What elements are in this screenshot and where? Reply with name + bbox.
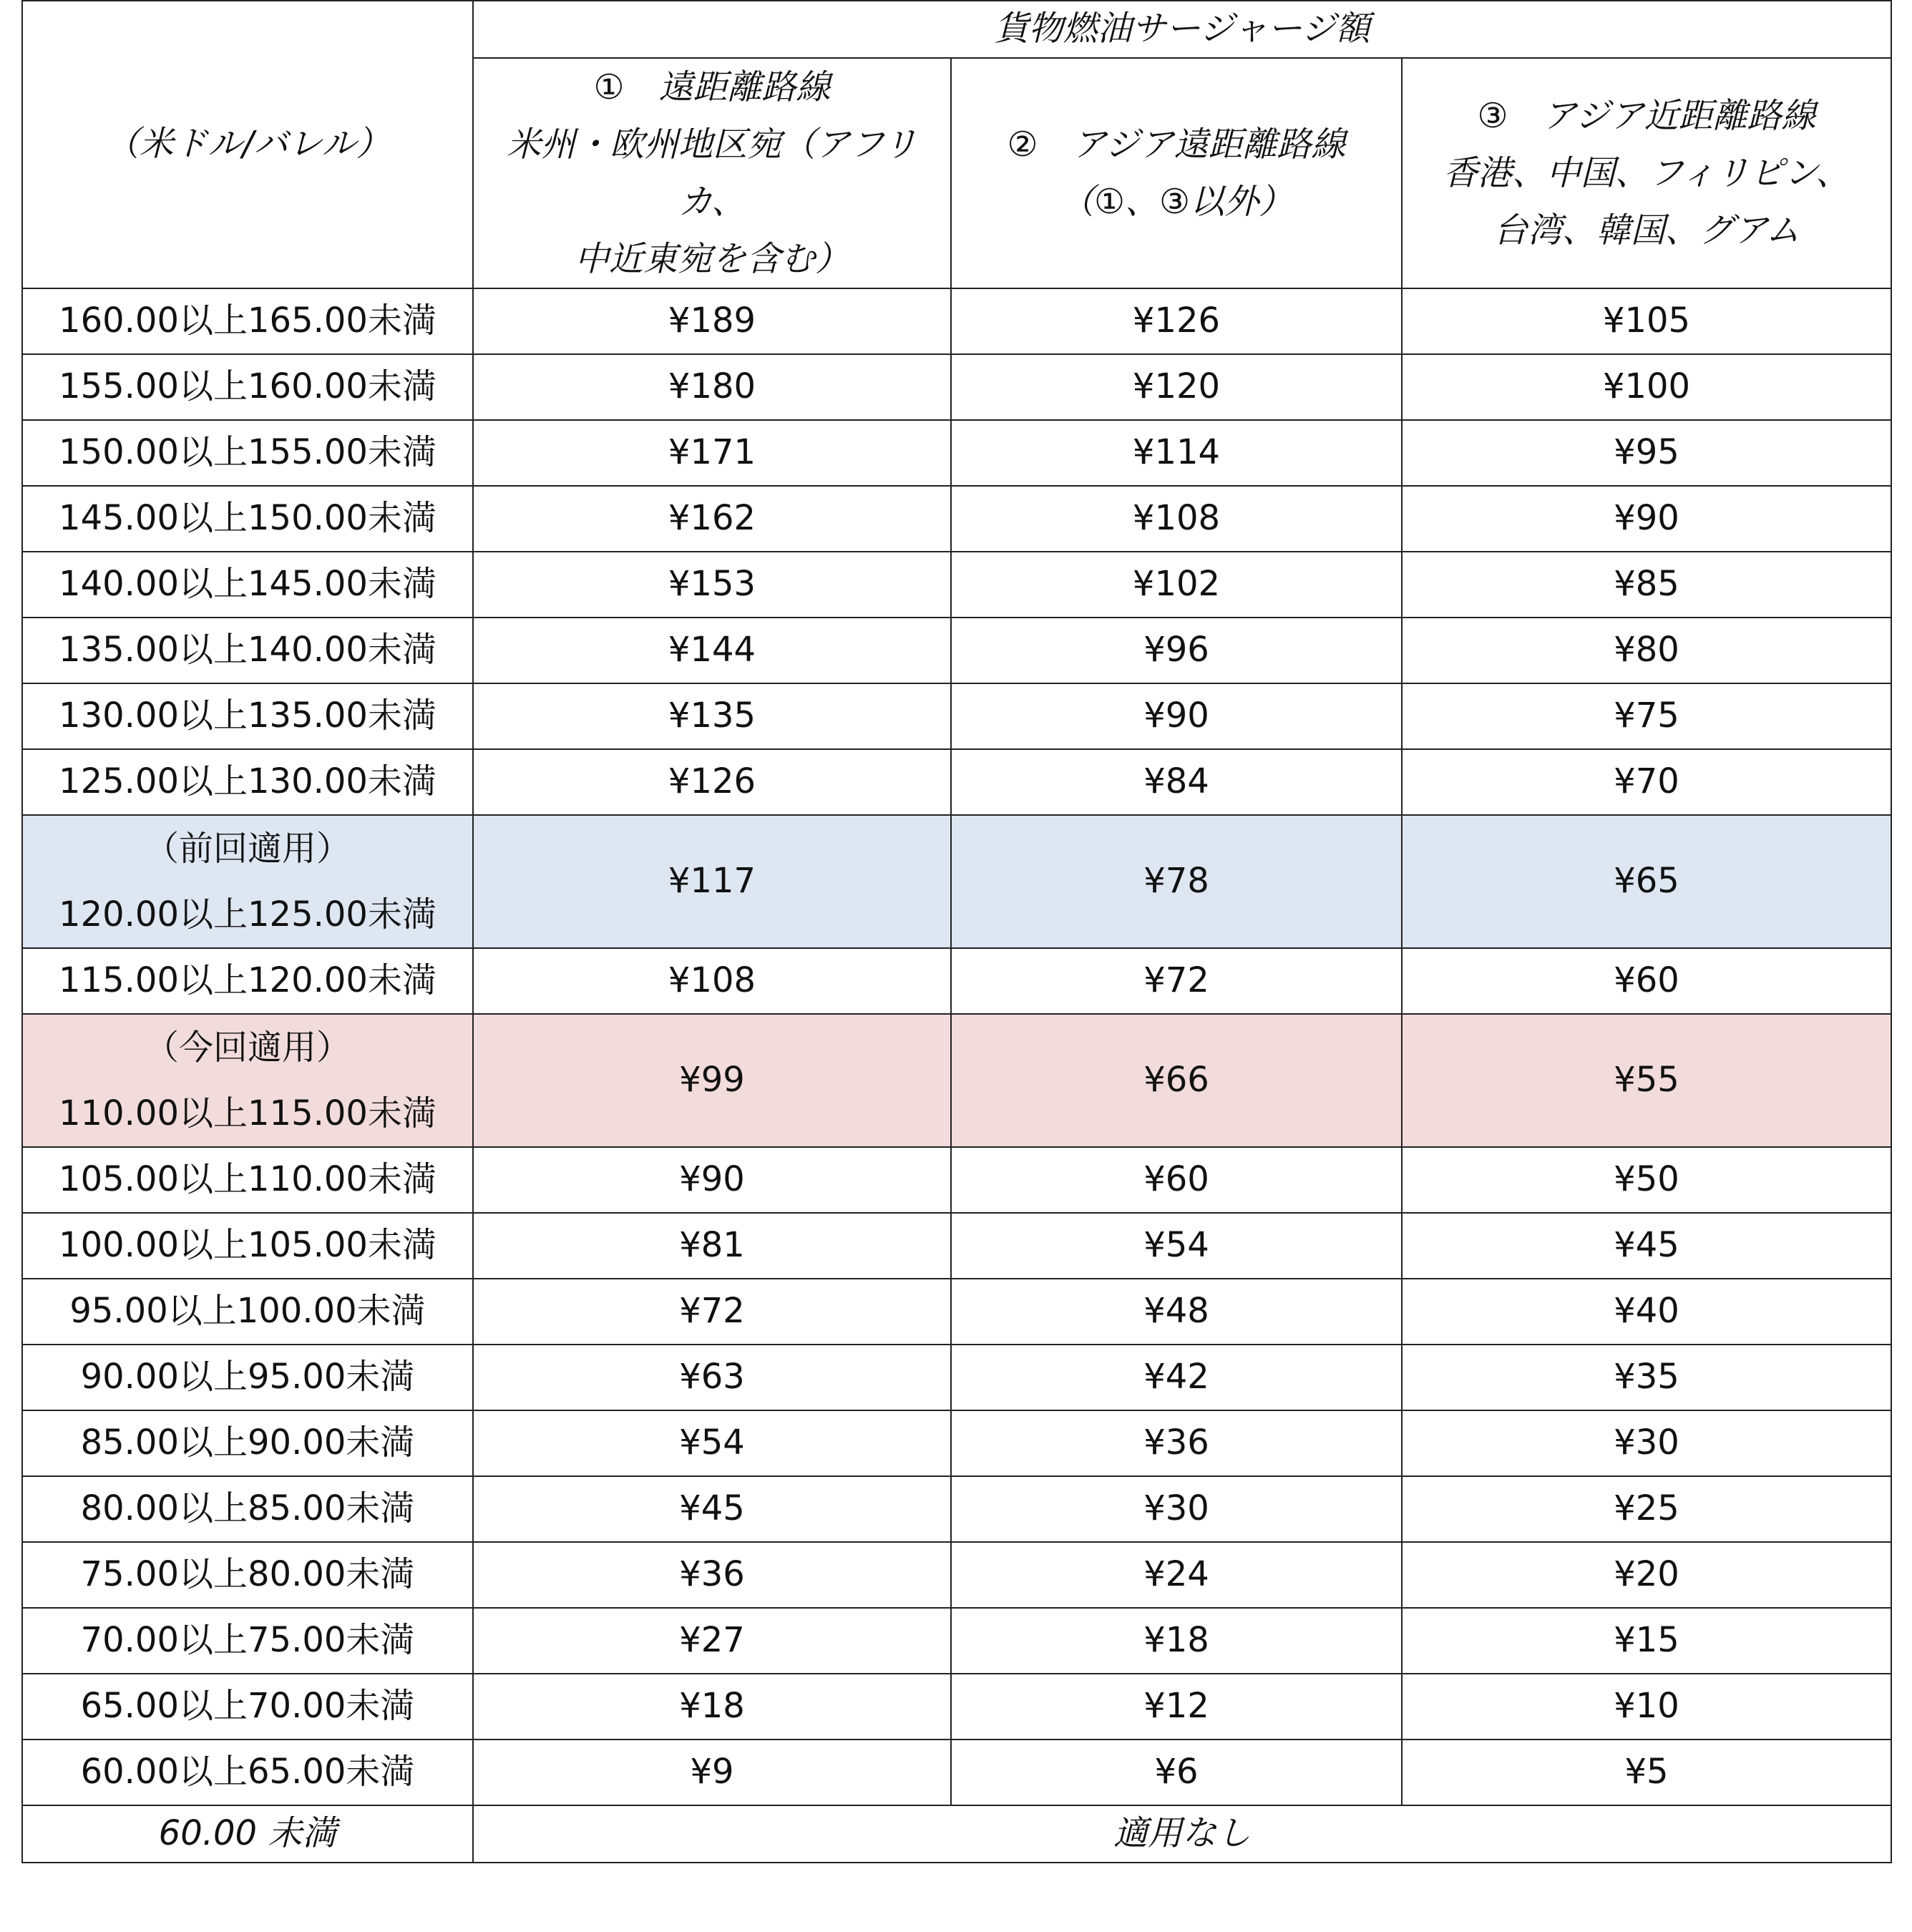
surcharge-cell: ¥144 [473,618,951,683]
table-row [22,354,1891,420]
column-header-desc: 米州・欧州地区宛（アフリカ、 [506,125,918,222]
range-cell [22,618,473,683]
table-row [22,1279,1891,1345]
surcharge-cell: ¥78 [951,815,1402,948]
surcharge-cell: ¥54 [473,1410,951,1476]
range-label: 110.00以上115.00未満 [59,1093,436,1133]
range-cell [22,1014,473,1147]
range-label: 130.00以上135.00未満 [59,696,436,736]
group-label: 貨物燃油サージャージ額 [994,9,1370,49]
range-cell [22,1410,473,1476]
range-cell [22,749,473,815]
table-row [22,1147,1891,1213]
surcharge-cell: ¥50 [1402,1147,1891,1213]
column-header-asia-long [951,58,1402,288]
column-header-desc: 香港、中国、フィリピン、 [1443,153,1850,193]
surcharge-cell: ¥66 [951,1014,1402,1147]
surcharge-cell: ¥24 [951,1542,1402,1608]
surcharge-cell: ¥60 [951,1147,1402,1213]
range-label: 140.00以上145.00未満 [59,564,436,605]
column-header-desc: 台湾、韓国、グアム [1493,210,1800,250]
range-label: 160.00以上165.00未満 [59,301,436,341]
table-row [22,288,1891,354]
surcharge-cell: ¥27 [473,1608,951,1674]
table-row [22,1740,1891,1805]
surcharge-cell: ¥25 [1402,1476,1891,1542]
surcharge-cell: ¥65 [1402,815,1891,948]
surcharge-cell: ¥30 [951,1476,1402,1542]
surcharge-cell: ¥54 [951,1213,1402,1279]
surcharge-cell: ¥42 [951,1345,1402,1410]
footer-row [22,1805,1891,1863]
range-label: 155.00以上160.00未満 [59,366,436,407]
surcharge-cell: ¥126 [473,749,951,815]
table-row [22,1014,1891,1147]
range-label: 95.00以上100.00未満 [69,1291,426,1332]
range-label: 90.00以上95.00未満 [80,1357,415,1397]
range-cell [22,948,473,1014]
range-cell [22,420,473,486]
range-cell [22,1279,473,1345]
surcharge-cell: ¥100 [1402,354,1891,420]
table-row [22,618,1891,683]
range-label: 125.00以上130.00未満 [59,761,436,802]
surcharge-cell: ¥162 [473,486,951,552]
column-header-title: ② アジア遠距離路線 [1007,125,1346,165]
surcharge-cell: ¥108 [951,486,1402,552]
table-row [22,1476,1891,1542]
surcharge-cell: ¥15 [1402,1608,1891,1674]
surcharge-cell: ¥18 [473,1674,951,1740]
range-cell [22,1213,473,1279]
surcharge-cell: ¥117 [473,815,951,948]
surcharge-cell: ¥48 [951,1279,1402,1345]
table-row [22,815,1891,948]
table-row [22,420,1891,486]
table-row [22,948,1891,1014]
range-label: 150.00以上155.00未満 [59,432,436,473]
surcharge-cell: ¥105 [1402,288,1891,354]
surcharge-cell: ¥80 [1402,618,1891,683]
surcharge-cell: ¥6 [951,1740,1402,1805]
range-label: 80.00以上85.00未満 [80,1488,415,1529]
range-cell [22,1476,473,1542]
table-row [22,683,1891,749]
surcharge-cell: ¥45 [1402,1213,1891,1279]
surcharge-cell: ¥72 [951,948,1402,1014]
surcharge-cell: ¥18 [951,1608,1402,1674]
range-label: 100.00以上105.00未満 [59,1225,436,1266]
surcharge-cell: ¥99 [473,1014,951,1147]
surcharge-cell: ¥72 [473,1279,951,1345]
range-cell [22,1740,473,1805]
range-label: 70.00以上75.00未満 [80,1620,415,1661]
surcharge-cell: ¥45 [473,1476,951,1542]
range-label: 60.00以上65.00未満 [80,1752,415,1792]
unit-label-cell [22,1,473,288]
surcharge-cell: ¥20 [1402,1542,1891,1608]
table-row [22,1410,1891,1476]
column-header-title: ③ アジア近距離路線 [1477,96,1816,136]
range-cell [22,1542,473,1608]
surcharge-cell: ¥153 [473,552,951,618]
surcharge-cell: ¥96 [951,618,1402,683]
surcharge-cell: ¥102 [951,552,1402,618]
applied-tag: （今回適用） [144,1028,351,1068]
surcharge-cell: ¥90 [473,1147,951,1213]
column-header-desc: 中近東宛を含む） [574,239,849,279]
surcharge-cell: ¥85 [1402,552,1891,618]
surcharge-cell: ¥189 [473,288,951,354]
surcharge-cell: ¥81 [473,1213,951,1279]
surcharge-cell: ¥180 [473,354,951,420]
range-label: 120.00以上125.00未満 [59,894,436,935]
surcharge-cell: ¥35 [1402,1345,1891,1410]
surcharge-cell: ¥12 [951,1674,1402,1740]
table-body [22,1,1891,1863]
range-cell [22,288,473,354]
table-row [22,552,1891,618]
range-label: 105.00以上110.00未満 [59,1159,436,1200]
header-row-group [22,1,1891,58]
surcharge-cell: ¥171 [473,420,951,486]
range-cell [22,1147,473,1213]
range-cell [22,552,473,618]
unit-label: （米ドル/バレル） [104,124,391,165]
range-cell [22,815,473,948]
range-label: 65.00以上70.00未満 [80,1686,415,1727]
table-row [22,1542,1891,1608]
surcharge-cell: ¥70 [1402,749,1891,815]
surcharge-cell: ¥75 [1402,683,1891,749]
surcharge-cell: ¥63 [473,1345,951,1410]
surcharge-cell: ¥114 [951,420,1402,486]
footer-range-cell: 60.00 未満 [22,1805,473,1863]
surcharge-cell: ¥55 [1402,1014,1891,1147]
table-row [22,1213,1891,1279]
range-cell [22,683,473,749]
surcharge-cell: ¥135 [473,683,951,749]
column-header-asia-short [1402,58,1891,288]
surcharge-cell: ¥40 [1402,1279,1891,1345]
range-label: 85.00以上90.00未満 [80,1423,415,1463]
applied-tag: （前回適用） [144,829,351,869]
table-row [22,1674,1891,1740]
not-applicable-cell: 適用なし [473,1805,1891,1863]
table-row [22,1345,1891,1410]
range-label: 135.00以上140.00未満 [59,630,436,670]
range-label: 145.00以上150.00未満 [59,498,436,539]
column-header-desc: （①、③以外） [1059,182,1294,222]
surcharge-cell: ¥120 [951,354,1402,420]
range-cell [22,1674,473,1740]
surcharge-cell: ¥90 [951,683,1402,749]
table-row [22,749,1891,815]
range-cell [22,1608,473,1674]
surcharge-cell: ¥9 [473,1740,951,1805]
surcharge-cell: ¥95 [1402,420,1891,486]
range-cell [22,354,473,420]
surcharge-cell: ¥126 [951,288,1402,354]
range-cell [22,486,473,552]
surcharge-cell: ¥84 [951,749,1402,815]
surcharge-cell: ¥36 [951,1410,1402,1476]
surcharge-cell: ¥60 [1402,948,1891,1014]
range-label: 75.00以上80.00未満 [80,1554,415,1595]
table-row [22,1608,1891,1674]
column-header-long-haul [473,58,951,288]
surcharge-cell: ¥5 [1402,1740,1891,1805]
fuel-surcharge-table [21,0,1892,1863]
surcharge-cell: ¥36 [473,1542,951,1608]
column-header-title: ① 遠距離路線 [593,67,831,107]
surcharge-cell: ¥108 [473,948,951,1014]
surcharge-cell: ¥90 [1402,486,1891,552]
range-label: 115.00以上120.00未満 [59,960,436,1001]
range-cell [22,1345,473,1410]
group-label-cell [473,1,1891,58]
surcharge-cell: ¥30 [1402,1410,1891,1476]
surcharge-cell: ¥10 [1402,1674,1891,1740]
table-row [22,486,1891,552]
